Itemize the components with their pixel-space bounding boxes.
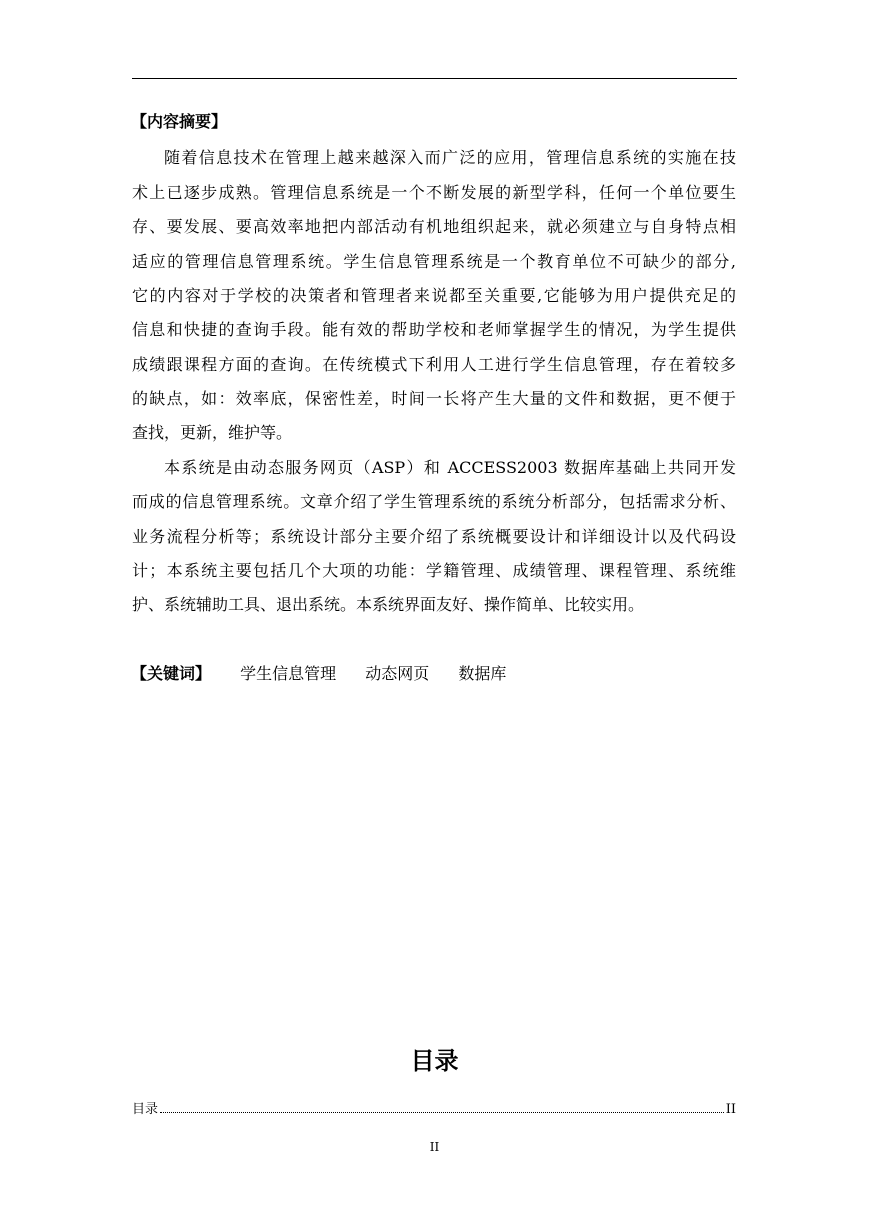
keywords-line — [131, 662, 506, 686]
abstract-line: 查找，更新，维护等。 — [132, 423, 293, 442]
abstract-line: 随着信息技术在管理上越来越深入而广泛的应用，管理信息系统的实施在技 — [164, 148, 736, 167]
abstract-line: 而成的信息管理系统。文章介绍了学生管理系统的系统分析部分，包括需求分析、 — [132, 492, 736, 511]
abstract-line: 护、系统辅助工具、退出系统。本系统界面友好、操作简单、比较实用。 — [132, 595, 645, 614]
header-rule — [132, 78, 737, 79]
toc-entry-page[interactable]: II — [725, 1102, 736, 1117]
keyword-item: 数据库 — [458, 664, 507, 683]
abstract-heading: 【内容摘要】 — [131, 112, 228, 131]
abstract-line: 存、要发展、要高效率地把内部活动有机地组织起来，就必须建立与自身特点相 — [132, 217, 736, 236]
abstract-line: 本系统是由动态服务网页（ASP）和 ACCESS2003 数据库基础上共同开发 — [164, 458, 736, 477]
toc-title: 目录 — [410, 1047, 459, 1075]
abstract-line: 成绩跟课程方面的查询。在传统模式下利用人工进行学生信息管理，存在着较多 — [132, 355, 736, 374]
keywords-label: 【关键词】 — [131, 664, 212, 683]
abstract-line: 信息和快捷的查询手段。能有效的帮助学校和老师掌握学生的情况，为学生提供 — [132, 320, 736, 339]
abstract-line: 业务流程分析等；系统设计部分主要介绍了系统概要设计和详细设计以及代码设 — [132, 527, 736, 546]
page-number: II — [429, 1140, 440, 1154]
toc-entry-label[interactable]: 目录 — [132, 1102, 159, 1117]
abstract-line: 适应的管理信息管理系统。学生信息管理系统是一个教育单位不可缺少的部分, — [132, 252, 736, 271]
keyword-item: 动态网页 — [365, 664, 430, 683]
abstract-line: 它的内容对于学校的决策者和管理者来说都至关重要,它能够为用户提供充足的 — [132, 286, 736, 305]
abstract-line: 的缺点，如：效率底，保密性差，时间一长将产生大量的文件和数据，更不便于 — [132, 389, 736, 408]
keyword-item: 学生信息管理 — [240, 664, 337, 683]
toc-entry[interactable] — [132, 1097, 736, 1117]
abstract-line: 术上已逐步成熟。管理信息系统是一个不断发展的新型学科，任何一个单位要生 — [132, 183, 736, 202]
abstract-line: 计；本系统主要包括几个大项的功能：学籍管理、成绩管理、课程管理、系统维 — [132, 561, 736, 580]
toc-leader-dots — [160, 1112, 724, 1113]
